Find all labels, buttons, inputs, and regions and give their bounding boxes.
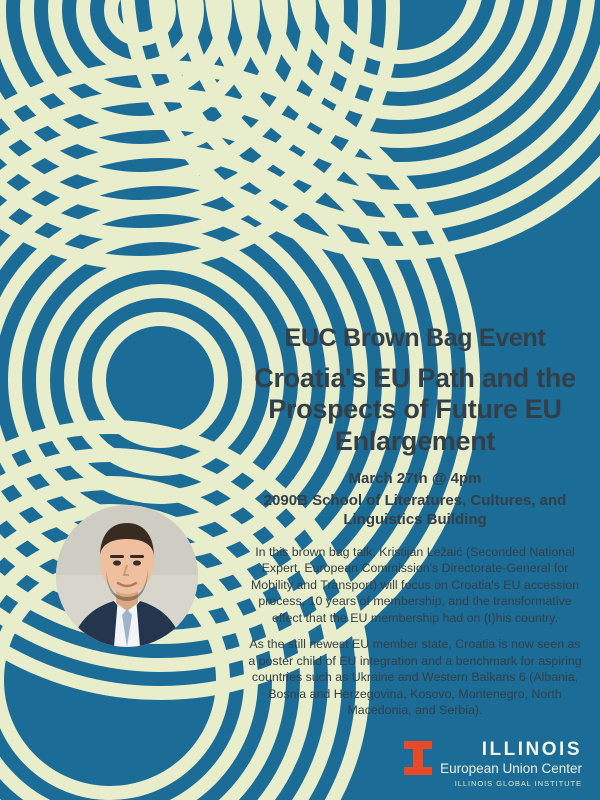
event-kicker: EUC Brown Bag Event (284, 324, 546, 352)
ring (176, 0, 600, 204)
event-description-paragraph-2: As the still newest EU member state, Croatia is now seen as a poster child of EU integration and a benchmark for aspiring countries such as Ukraine and Western Balkans 6 (Albania, Bosnia and Herzegovina, Kosovo, Montenegro, North Macedonia, and Serbia). (248, 637, 582, 718)
illinois-block-i-icon (404, 741, 432, 775)
ring (288, 0, 512, 92)
european-union-center-label: European Union Center (440, 761, 582, 777)
ring (120, 0, 600, 260)
ring (64, 284, 256, 476)
ring (232, 0, 568, 148)
ring (0, 0, 316, 186)
ring (0, 0, 344, 214)
illinois-wordmark: ILLINOIS (481, 739, 582, 761)
footer-text-block (440, 739, 582, 788)
ring (260, 0, 540, 120)
footer-logo-lockup (404, 739, 582, 788)
event-location: 2090B School of Literatures, Cultures, and Linguistics Building (263, 491, 567, 529)
ring (0, 0, 372, 242)
event-title: Croatia's EU Path and the Prospects of Future EU Enlargement (254, 362, 576, 457)
ring (48, 0, 232, 102)
speaker-portrait (56, 505, 198, 647)
poster-text-block (245, 325, 585, 719)
event-description-paragraph-1: In this brown bag talk, Kristijan Ležaić (Seconded National Expert, European Commission's Directorate-General for Mobility and Transport) will focus on Croatia's EU accession process, 10 years of membership, and the transformative effect that the EU membership had on (t)his country. (250, 544, 580, 625)
ring (316, 0, 484, 64)
ring (0, 0, 288, 158)
ring (20, 0, 260, 130)
ring (0, 0, 400, 270)
ring (92, 312, 228, 448)
illinois-global-institute-label: ILLINOIS GLOBAL INSTITUTE (454, 778, 582, 788)
speaker-headshot-illustration (56, 505, 198, 647)
ring (148, 0, 600, 232)
ring (76, 0, 204, 74)
ring (204, 0, 596, 176)
event-date-time: March 27th @ 4pm (348, 470, 482, 488)
ring (104, 0, 176, 46)
